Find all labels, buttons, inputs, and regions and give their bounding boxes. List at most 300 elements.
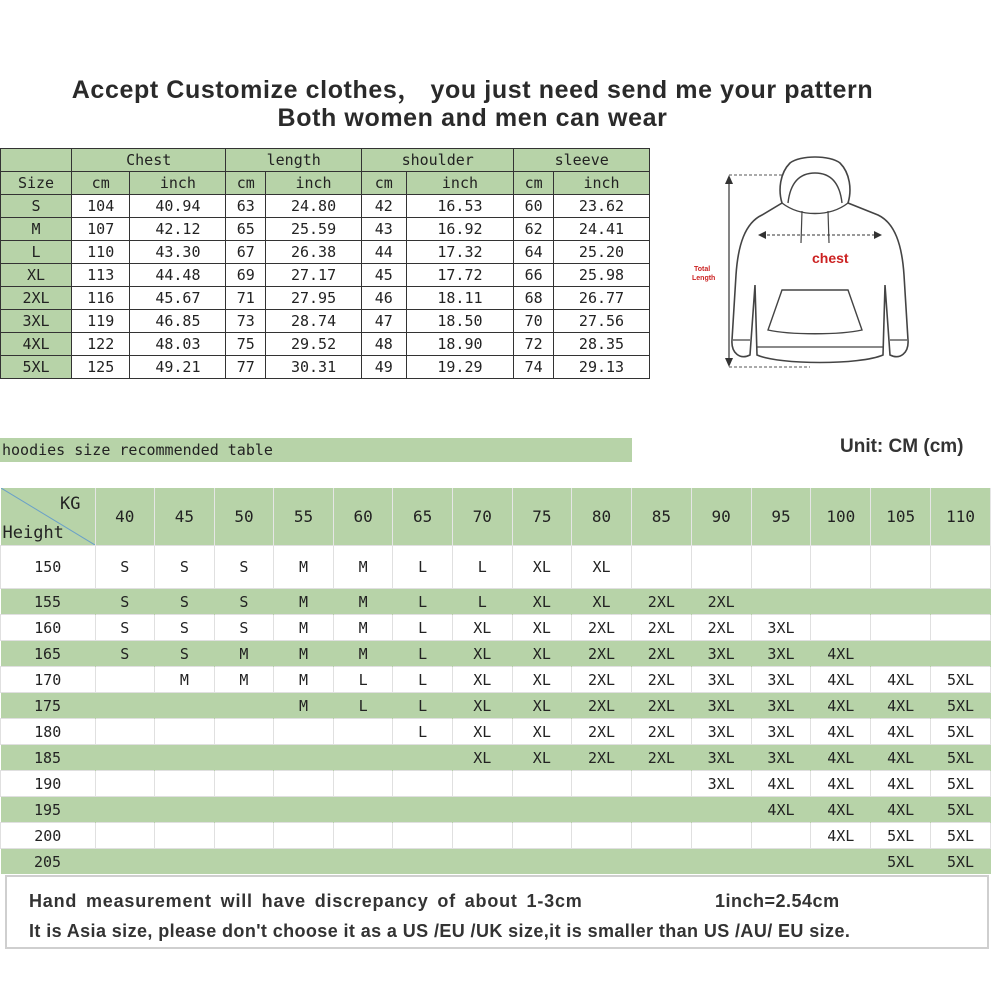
size-table-row — [1, 310, 650, 333]
recommended-size: L — [393, 693, 453, 719]
size-value: 48 — [362, 333, 407, 356]
recommended-size — [512, 797, 572, 823]
recommended-size — [871, 615, 931, 641]
recommended-size: S — [95, 589, 155, 615]
recommended-size: 2XL — [631, 589, 691, 615]
size-value: 71 — [226, 287, 266, 310]
size-value: 27.17 — [266, 264, 362, 287]
recommended-size — [214, 849, 274, 875]
recommended-size: M — [333, 589, 393, 615]
recommended-size — [811, 615, 871, 641]
recommended-size: L — [393, 615, 453, 641]
unit-inch: inch — [406, 172, 514, 195]
weight-header: 110 — [931, 488, 991, 546]
size-group-3: sleeve — [514, 149, 650, 172]
recommended-size: 3XL — [751, 667, 811, 693]
recommended-size: M — [274, 641, 334, 667]
size-column-label: Size — [1, 172, 72, 195]
recommended-size: S — [155, 589, 215, 615]
recommended-size: M — [214, 641, 274, 667]
recommended-size: S — [155, 641, 215, 667]
unit-inch: inch — [130, 172, 226, 195]
recommended-size — [811, 546, 871, 589]
recommended-size — [751, 546, 811, 589]
recommended-size: 2XL — [572, 615, 632, 641]
size-value: 30.31 — [266, 356, 362, 379]
size-table-row — [1, 333, 650, 356]
recommended-size: 4XL — [871, 797, 931, 823]
recommended-size — [95, 771, 155, 797]
recommended-size: XL — [512, 546, 572, 589]
recommended-size: 4XL — [811, 823, 871, 849]
size-name: L — [1, 241, 72, 264]
weight-header: 95 — [751, 488, 811, 546]
recommended-size: L — [393, 589, 453, 615]
recommended-size — [452, 849, 512, 875]
size-value: 25.59 — [266, 218, 362, 241]
recommended-size: 4XL — [811, 719, 871, 745]
size-table-group-header — [1, 149, 650, 172]
size-table-corner — [1, 149, 72, 172]
recommended-size: 4XL — [811, 667, 871, 693]
recommended-size: 5XL — [931, 823, 991, 849]
size-value: 116 — [72, 287, 130, 310]
recommended-size: M — [274, 546, 334, 589]
size-value: 77 — [226, 356, 266, 379]
page-title: Accept Customize clothes， you just need send me your pattern — [71, 76, 874, 104]
recommended-size — [931, 589, 991, 615]
size-value: 28.35 — [554, 333, 650, 356]
recommended-size: M — [274, 615, 334, 641]
recommended-size: XL — [452, 667, 512, 693]
recommended-size: 2XL — [572, 719, 632, 745]
recommended-size: 2XL — [631, 693, 691, 719]
recommended-size: L — [333, 667, 393, 693]
recommend-row — [1, 719, 991, 745]
size-value: 74 — [514, 356, 554, 379]
recommended-size — [751, 823, 811, 849]
recommended-size: XL — [512, 615, 572, 641]
weight-header: 40 — [95, 488, 155, 546]
recommended-size: 5XL — [871, 823, 931, 849]
size-value: 73 — [226, 310, 266, 333]
recommended-size: L — [393, 641, 453, 667]
recommended-size: 2XL — [572, 745, 632, 771]
recommended-size: 4XL — [871, 693, 931, 719]
recommended-size — [393, 823, 453, 849]
recommend-row — [1, 693, 991, 719]
size-value: 67 — [226, 241, 266, 264]
size-group-1: length — [226, 149, 362, 172]
recommended-size: XL — [452, 641, 512, 667]
recommend-title: hoodies size recommended table — [0, 438, 632, 462]
size-value: 25.98 — [554, 264, 650, 287]
size-value: 49 — [362, 356, 407, 379]
recommended-size: 3XL — [691, 719, 751, 745]
weight-header: 85 — [631, 488, 691, 546]
size-value: 110 — [72, 241, 130, 264]
size-name: 5XL — [1, 356, 72, 379]
recommended-size: M — [333, 641, 393, 667]
recommended-size: S — [95, 641, 155, 667]
size-value: 107 — [72, 218, 130, 241]
size-value: 46.85 — [130, 310, 226, 333]
size-value: 75 — [226, 333, 266, 356]
recommended-size — [95, 693, 155, 719]
recommended-size: 4XL — [871, 667, 931, 693]
recommended-size: 2XL — [572, 693, 632, 719]
recommend-row — [1, 771, 991, 797]
recommended-size: L — [393, 546, 453, 589]
recommended-size: M — [274, 693, 334, 719]
recommended-size — [95, 823, 155, 849]
recommended-size — [95, 667, 155, 693]
recommended-size — [572, 797, 632, 823]
recommended-size: 4XL — [811, 745, 871, 771]
recommended-size — [631, 823, 691, 849]
chest-label: chest — [812, 250, 849, 266]
measurement-note: Hand measurement will have discrepancy of about 1-3cm — [29, 891, 583, 911]
recommended-size — [155, 823, 215, 849]
size-value: 47 — [362, 310, 407, 333]
recommended-size — [631, 546, 691, 589]
recommended-size: 3XL — [751, 615, 811, 641]
size-value: 42.12 — [130, 218, 226, 241]
total-length-label-2: Length — [692, 275, 716, 282]
size-value: 26.38 — [266, 241, 362, 264]
height-value: 195 — [1, 797, 96, 823]
recommended-size — [691, 849, 751, 875]
size-value: 26.77 — [554, 287, 650, 310]
recommended-size: 2XL — [631, 719, 691, 745]
weight-header: 75 — [512, 488, 572, 546]
height-value: 170 — [1, 667, 96, 693]
recommended-size: M — [333, 615, 393, 641]
size-value: 16.92 — [406, 218, 514, 241]
size-value: 113 — [72, 264, 130, 287]
recommended-size: L — [452, 589, 512, 615]
size-value: 27.56 — [554, 310, 650, 333]
recommended-size: L — [393, 667, 453, 693]
size-value: 104 — [72, 195, 130, 218]
recommended-size: 2XL — [572, 641, 632, 667]
recommended-size: S — [214, 546, 274, 589]
recommended-size — [274, 849, 334, 875]
recommended-size: 4XL — [811, 641, 871, 667]
recommended-size: 5XL — [931, 849, 991, 875]
height-value: 185 — [1, 745, 96, 771]
recommended-size: XL — [512, 589, 572, 615]
recommended-size — [155, 771, 215, 797]
recommended-size: 3XL — [691, 771, 751, 797]
size-value: 27.95 — [266, 287, 362, 310]
recommend-row — [1, 823, 991, 849]
page-subtitle: Both women and men can wear — [277, 104, 668, 132]
size-value: 69 — [226, 264, 266, 287]
unit-cm: cm — [72, 172, 130, 195]
recommended-size — [214, 745, 274, 771]
recommended-size — [214, 823, 274, 849]
height-value: 165 — [1, 641, 96, 667]
size-name: XL — [1, 264, 72, 287]
recommend-row — [1, 615, 991, 641]
weight-header: 90 — [691, 488, 751, 546]
recommended-size — [333, 823, 393, 849]
recommended-size — [155, 745, 215, 771]
size-value: 45.67 — [130, 287, 226, 310]
size-value: 29.52 — [266, 333, 362, 356]
height-value: 150 — [1, 546, 96, 589]
height-label: Height — [2, 523, 64, 543]
size-value: 17.72 — [406, 264, 514, 287]
size-recommend-table — [0, 488, 991, 874]
size-table-row — [1, 241, 650, 264]
recommended-size: 4XL — [751, 797, 811, 823]
unit-label: Unit: CM (cm) — [840, 436, 964, 457]
recommended-size — [751, 589, 811, 615]
recommended-size — [155, 849, 215, 875]
recommended-size: M — [274, 667, 334, 693]
recommended-size: 4XL — [811, 693, 871, 719]
weight-header: 70 — [452, 488, 512, 546]
recommended-size: XL — [512, 693, 572, 719]
recommended-size — [393, 771, 453, 797]
recommended-size — [631, 797, 691, 823]
recommended-size: XL — [512, 719, 572, 745]
size-value: 42 — [362, 195, 407, 218]
weight-header: 65 — [393, 488, 453, 546]
recommended-size: 3XL — [691, 641, 751, 667]
recommended-size — [95, 719, 155, 745]
size-value: 44 — [362, 241, 407, 264]
recommended-size: 4XL — [811, 771, 871, 797]
size-value: 17.32 — [406, 241, 514, 264]
size-value: 70 — [514, 310, 554, 333]
recommended-size — [274, 823, 334, 849]
recommended-size: 3XL — [751, 719, 811, 745]
recommended-size — [214, 797, 274, 823]
size-group-2: shoulder — [362, 149, 514, 172]
recommended-size — [274, 719, 334, 745]
size-value: 16.53 — [406, 195, 514, 218]
recommended-size: 3XL — [751, 641, 811, 667]
inch-conversion-note: 1inch=2.54cm — [715, 891, 840, 911]
recommended-size — [333, 771, 393, 797]
size-value: 19.29 — [406, 356, 514, 379]
recommended-size — [274, 771, 334, 797]
recommended-size — [512, 823, 572, 849]
recommended-size — [452, 823, 512, 849]
size-value: 46 — [362, 287, 407, 310]
recommended-size — [691, 797, 751, 823]
recommended-size: XL — [572, 546, 632, 589]
recommend-row — [1, 797, 991, 823]
recommended-size — [333, 745, 393, 771]
recommended-size — [214, 771, 274, 797]
size-value: 23.62 — [554, 195, 650, 218]
recommend-header-row — [1, 488, 991, 546]
corner-cell — [1, 488, 95, 545]
recommended-size: XL — [452, 615, 512, 641]
recommended-size — [572, 771, 632, 797]
recommended-size — [751, 849, 811, 875]
recommended-size: 3XL — [691, 745, 751, 771]
size-name: S — [1, 195, 72, 218]
recommended-size — [572, 849, 632, 875]
weight-header: 100 — [811, 488, 871, 546]
recommended-size — [393, 745, 453, 771]
recommended-size: S — [214, 589, 274, 615]
size-value: 29.13 — [554, 356, 650, 379]
recommended-size — [871, 641, 931, 667]
recommended-size — [691, 823, 751, 849]
recommended-size — [393, 849, 453, 875]
weight-header: 50 — [214, 488, 274, 546]
height-value: 180 — [1, 719, 96, 745]
size-value: 60 — [514, 195, 554, 218]
asia-size-note: It is Asia size, please don't choose it as a US /EU /UK size,it is smaller than US /AU/ EU size. — [29, 921, 851, 941]
recommended-size — [274, 745, 334, 771]
recommended-size: 5XL — [931, 719, 991, 745]
recommended-size: S — [155, 615, 215, 641]
weight-header: 60 — [333, 488, 393, 546]
recommended-size: M — [155, 667, 215, 693]
size-value: 68 — [514, 287, 554, 310]
size-name: M — [1, 218, 72, 241]
recommended-size: XL — [512, 641, 572, 667]
recommended-size — [393, 797, 453, 823]
size-value: 64 — [514, 241, 554, 264]
recommended-size: L — [452, 546, 512, 589]
recommended-size — [931, 546, 991, 589]
size-value: 43 — [362, 218, 407, 241]
recommend-row — [1, 849, 991, 875]
weight-header: 45 — [155, 488, 215, 546]
height-value: 190 — [1, 771, 96, 797]
recommended-size — [155, 719, 215, 745]
recommended-size: 2XL — [631, 641, 691, 667]
size-table-unit-header — [1, 172, 650, 195]
recommended-size: 5XL — [931, 797, 991, 823]
height-value: 175 — [1, 693, 96, 719]
recommended-size: 2XL — [572, 667, 632, 693]
recommended-size: 4XL — [871, 771, 931, 797]
size-value: 40.94 — [130, 195, 226, 218]
recommend-row — [1, 589, 991, 615]
recommended-size: 3XL — [691, 667, 751, 693]
recommended-size: M — [333, 546, 393, 589]
recommended-size: XL — [452, 693, 512, 719]
recommended-size — [931, 641, 991, 667]
size-value: 62 — [514, 218, 554, 241]
recommended-size — [452, 771, 512, 797]
recommended-size — [931, 615, 991, 641]
recommended-size: 2XL — [691, 615, 751, 641]
recommended-size: 3XL — [691, 693, 751, 719]
recommend-row — [1, 641, 991, 667]
recommended-size — [572, 823, 632, 849]
unit-cm: cm — [226, 172, 266, 195]
recommended-size: 3XL — [751, 693, 811, 719]
notes-box — [5, 875, 989, 949]
recommended-size — [155, 797, 215, 823]
recommended-size — [214, 719, 274, 745]
size-value: 122 — [72, 333, 130, 356]
size-name: 3XL — [1, 310, 72, 333]
size-value: 63 — [226, 195, 266, 218]
size-value: 72 — [514, 333, 554, 356]
recommended-size — [214, 693, 274, 719]
recommended-size: 5XL — [931, 745, 991, 771]
recommended-size — [631, 771, 691, 797]
unit-cm: cm — [362, 172, 407, 195]
recommended-size — [333, 849, 393, 875]
recommended-size: 3XL — [751, 745, 811, 771]
size-table-row — [1, 264, 650, 287]
recommend-row — [1, 546, 991, 589]
recommended-size: S — [155, 546, 215, 589]
recommended-size — [871, 546, 931, 589]
recommended-size: XL — [512, 745, 572, 771]
recommended-size: 5XL — [871, 849, 931, 875]
size-value: 24.80 — [266, 195, 362, 218]
size-value: 25.20 — [554, 241, 650, 264]
unit-cm: cm — [514, 172, 554, 195]
weight-header: 55 — [274, 488, 334, 546]
recommend-row — [1, 667, 991, 693]
recommended-size — [811, 849, 871, 875]
recommended-size — [452, 797, 512, 823]
recommended-size — [274, 797, 334, 823]
recommended-size: 5XL — [931, 667, 991, 693]
recommended-size: S — [95, 615, 155, 641]
recommended-size: 5XL — [931, 693, 991, 719]
size-value: 24.41 — [554, 218, 650, 241]
size-table-row — [1, 287, 650, 310]
size-value: 18.11 — [406, 287, 514, 310]
recommended-size — [95, 745, 155, 771]
size-table-row — [1, 195, 650, 218]
size-value: 44.48 — [130, 264, 226, 287]
recommended-size: 4XL — [871, 719, 931, 745]
size-value: 65 — [226, 218, 266, 241]
recommended-size: S — [95, 546, 155, 589]
recommend-row — [1, 745, 991, 771]
recommended-size — [871, 589, 931, 615]
size-value: 18.90 — [406, 333, 514, 356]
recommended-size — [95, 797, 155, 823]
recommended-size: 5XL — [931, 771, 991, 797]
size-value: 66 — [514, 264, 554, 287]
weight-header: 80 — [572, 488, 632, 546]
size-name: 4XL — [1, 333, 72, 356]
size-value: 49.21 — [130, 356, 226, 379]
recommended-size — [512, 771, 572, 797]
height-value: 200 — [1, 823, 96, 849]
recommended-size: L — [333, 693, 393, 719]
size-table-row — [1, 356, 650, 379]
size-value: 119 — [72, 310, 130, 333]
size-value: 125 — [72, 356, 130, 379]
size-group-0: Chest — [72, 149, 226, 172]
size-value: 28.74 — [266, 310, 362, 333]
unit-inch: inch — [266, 172, 362, 195]
recommended-size: XL — [452, 745, 512, 771]
recommended-size: 2XL — [631, 615, 691, 641]
recommended-size: L — [393, 719, 453, 745]
kg-label: KG — [60, 494, 81, 514]
unit-inch: inch — [554, 172, 650, 195]
